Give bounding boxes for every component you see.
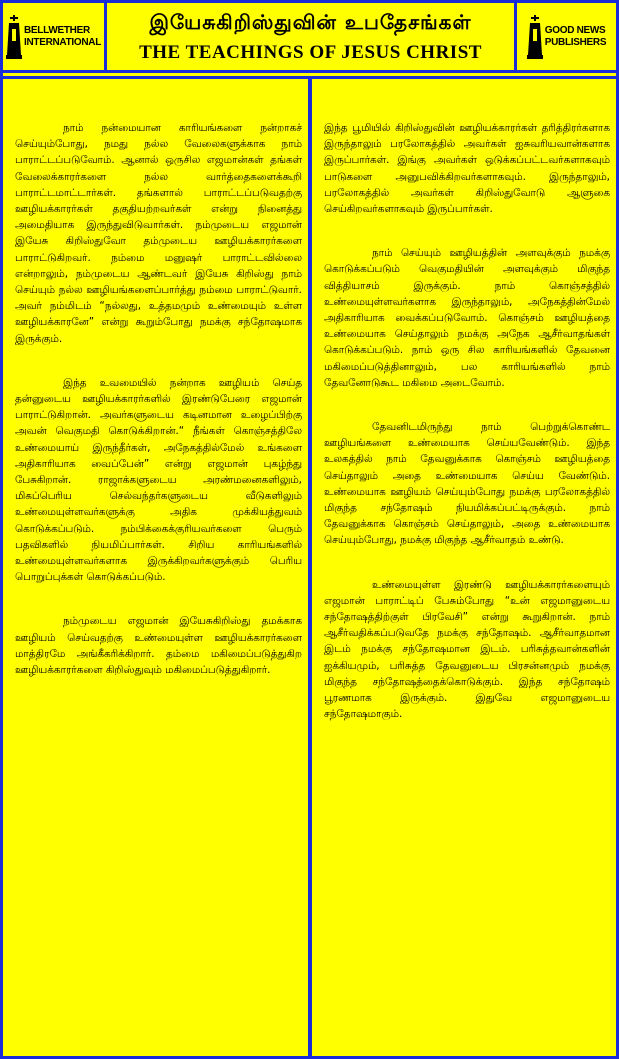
page-title-english: THE TEACHINGS OF JESUS CHRIST	[139, 42, 482, 63]
bellwether-logo-line2: INTERNATIONAL	[23, 36, 102, 48]
good-news-logo-icon	[527, 15, 543, 59]
right-paragraph-3: தேவனிடமிருந்து நாம் பெற்றுக்கொண்ட ஊழியங்களை உண்மையாக செய்யவேண்டும். இந்த உலகத்தில் நாம் தேவனுக்காக கொஞ்சம் ஊழியத்தை செய்தாலும் அதை உண்மையாக செய்ய வேண்டும். உண்மையாக ஊழியம் செய்யும்போது நமக்கு பரலோகத்தில் மிகுந்த சந்தோஷம் நியமிக்கப்பட்டிருக்கும். நாம் தேவனுக்காக கொஞ்சம் செய்தாலும், அதை உண்மையாக செய்யும்போது, நமக்கு மிகுந்த ஆசீர்வாதம் உண்டு.	[324, 421, 610, 547]
bellwether-logo	[3, 3, 107, 70]
page-header	[3, 3, 616, 73]
right-paragraph-2: நாம் செய்யும் ஊழியத்தின் அளவுக்கும் நமக்கு கொடுக்கப்படும் வெகுமதியின் அளவுக்கும் மிகுந்த வித்தியாசம் இருக்கும். நாம் கொஞ்சத்தில் உண்மையுள்ளவர்களாக இருந்தாலும், அநேகத்தின்மேல் அதிகாரியாக வைக்கப்படுவோம். கொஞ்சம் ஊழியத்தை உண்மையாக செய்தாலும் நமக்கு அநேக ஆசீர்வாதங்கள் கொடுக்கப்படும். நாம் ஒரு சில காரியங்களில் தேவனை மகிமைப்படுத்தினாலும், பல காரியங்களில் நாம் தேவனோடுகூட மகிமை அடைவோம்.	[324, 247, 610, 389]
bellwether-logo-icon	[6, 15, 22, 59]
title-area	[107, 3, 514, 70]
left-paragraph-3: நம்முடைய எஜமான் இயேசுகிறிஸ்து தமக்காக ஊழியம் செய்வதற்கு உண்மையுள்ள ஊழியக்காரர்களை மாத்திரமே அங்கீகரிக்கிறார். தம்மை மகிமைப்படுத்துகிற ஊழியக்காரர்களை கிறிஸ்துவும் மகிமைப்படுத்துகிறார்.	[15, 615, 302, 677]
left-paragraph-1: நாம் நன்மையான காரியங்களை நன்றாகச் செய்யும்போது, நமது நல்ல வேலைகளுக்காக நாம் பாராட்டப்படுவோம். ஆனால் ஒருசில எஜமான்கள் தங்கள் வேலைக்காரர்களை நல்ல வார்த்தைகளைக்கூறி பாராட்டமாட்டார்கள். தங்களால் பாராட்டப்படுவதற்கு ஊழியக்காரர்கள் தகுதியற்றவர்கள் என்று நினைத்து அமைதியாக இருந்துவிடுவார்கள். நம்முடைய எஜமான் இயேசு கிறிஸ்துவோ தம்முடைய ஊழியக்காரர்களை பாராட்டுகிறவர். நம்மை மனுஷர் பாராட்டவில்லை என்றாலும், நம்முடைய ஆண்டவர் இயேசு கிறிஸ்து நாம் செய்யும் நல்ல ஊழியங்களைப்பார்த்து நம்மை பாராட்டுவார். அவர் நம்மிடம் “நல்லது, உத்தமமும் உண்மையும் உள்ள ஊழியக்காரனே” என்று கூறும்போது நமக்கு சந்தோஷமாக இருக்கும்.	[15, 122, 302, 345]
good-news-logo-line1: GOOD NEWS	[544, 24, 606, 36]
left-column	[3, 82, 308, 1056]
right-paragraph-4: உண்மையுள்ள இரண்டு ஊழியக்காரர்களையும் எஜமான் பாராட்டிப் பேசும்போது “உன் எஜமானுடைய சந்தோஷத்திற்குள் பிரவேசி” என்று கூறுகிறான். நாம் ஆசீர்வதிக்கப்படுவதே நமக்கு சந்தோஷம். ஆசீர்வாதமான இடம் நமக்கு சந்தோஷமான இடம். பரிசுத்தவான்களின் ஐக்கியமும், பரிசுத்த தேவனுடைய பிரசன்னமும் நமக்கு மிகுந்த சந்தோஷத்தைக்கொடுக்கும். இந்த சந்தோஷம் பூரணமாக இருக்கும். இதுவே எஜமானுடைய சந்தோஷமாகும்.	[324, 578, 610, 721]
good-news-logo-line2: PUBLISHERS	[544, 36, 607, 48]
good-news-logo	[514, 3, 616, 70]
page-title-tamil: இயேசுகிறிஸ்துவின் உபதேசங்கள்	[149, 10, 472, 34]
right-column	[312, 82, 616, 1056]
left-paragraph-2: இந்த உவமையில் நன்றாக ஊழியம் செய்த தன்னுடைய ஊழியக்காரர்களில் இரண்டுபேரை எஜமான் பாராட்டுகிறான். அவர்களுடைய கடினமான உழைப்பிற்கு அவன் வெகுமதி கொடுக்கிறான்.“ நீங்கள் கொஞ்சத்திலே உண்மையாய் இருந்தீர்கள், அநேகத்தில்மேல் உங்களை அதிகாரியாக வைப்பேன்” என்று எஜமான் புகழ்ந்து பேசுகிறான். ராஜாக்களுடைய அரண்மனைகளிலும், மிகப்பெரிய செல்வந்தர்களுடைய வீடுகளிலும் உண்மையுள்ளவர்களுக்கு அதிக முக்கியத்துவம் கொடுக்கப்படும். நம்பிக்கைக்குரியவர்களை பெரும் பதவிகளில் நியமிப்பார்கள். சிறிய காரியங்களில் உண்மையுள்ளவர்களாக இருக்கிறவர்களுக்கும் பெரிய பொறுப்புக்கள் கொடுக்கப்படும்.	[15, 376, 302, 584]
bellwether-logo-line1: BELLWETHER	[23, 24, 90, 36]
right-paragraph-1: இந்த பூமியில் கிறிஸ்துவின் ஊழியக்காரர்கள் தரித்திரர்களாக இருந்தாலும் பரலோகத்தில் அவர்கள் ஐசுவரியவான்களாக இருப்பார்கள். இங்கு அவர்கள் ஒடுக்கப்பட்டவர்களாகவும் பாடுகளை அனுபவிக்கிறவர்களாகவும். இருந்தாலும், பரலோகத்தில் அவர்கள் கிறிஸ்துவோடு ஆளுகை செய்கிறவர்களாகவும் இருப்பார்கள்.	[324, 122, 610, 216]
